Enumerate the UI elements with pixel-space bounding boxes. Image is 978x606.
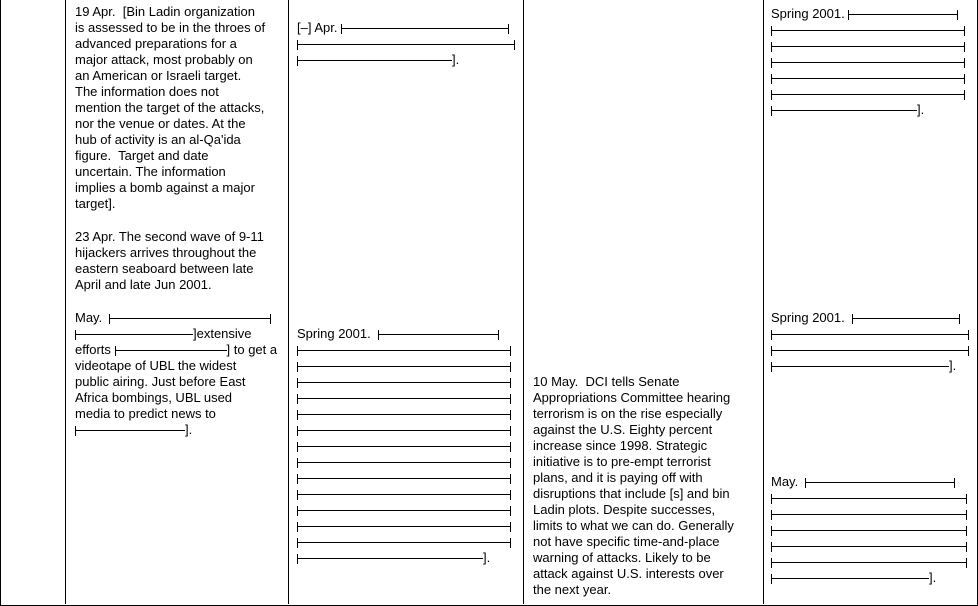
column-divider xyxy=(523,0,524,604)
redaction-bar xyxy=(771,330,969,340)
entry-text-fragment: ]. xyxy=(185,422,193,437)
entry-text-fragment: ] to get a xyxy=(226,342,278,357)
column-divider xyxy=(65,0,66,604)
redaction-bar xyxy=(297,554,483,564)
entry-text-line: 10 May. DCI tells Senate xyxy=(533,374,680,389)
entry-date: May. xyxy=(75,310,103,325)
entry-date: [–] Apr. xyxy=(297,20,338,35)
entry-text-fragment: ]. xyxy=(917,102,925,117)
entry-text-line: videotape of UBL the widest xyxy=(75,358,237,373)
entry-text-line: warning of attacks. Likely to be xyxy=(533,550,711,565)
entry-text-line: eastern seaboard between late xyxy=(75,261,254,276)
redaction-bar xyxy=(297,538,511,548)
redaction-bar xyxy=(297,394,511,404)
redaction-bar xyxy=(771,362,949,372)
entry-text-line: Africa bombings, UBL used xyxy=(75,390,233,405)
redaction-bar xyxy=(297,442,511,452)
entry-may-videotape xyxy=(75,310,285,438)
entry-text-line: Appropriations Committee hearing xyxy=(533,390,731,405)
redaction-bar xyxy=(771,106,917,116)
redaction-bar xyxy=(771,74,965,84)
entry-text-line: not have specific time-and-place xyxy=(533,534,720,549)
redaction-bar xyxy=(771,558,967,568)
column-divider xyxy=(288,0,289,604)
redaction-bar xyxy=(341,24,509,34)
redaction-bar xyxy=(297,426,511,436)
entry-text-line: plans, and it is paying off with xyxy=(533,470,703,485)
redaction-bar xyxy=(297,522,511,532)
redaction-bar xyxy=(297,378,511,388)
entry-text-line: initiative is to pre-empt terrorist xyxy=(533,454,711,469)
entry-text-line: 19 Apr. [Bin Ladin organization xyxy=(75,4,255,19)
redaction-bar xyxy=(297,362,511,372)
entry-text-fragment: ]. xyxy=(452,52,460,67)
redaction-bar xyxy=(771,542,967,552)
entry-text-line: hub of activity is an al-Qa'ida xyxy=(75,132,241,147)
entry-text-line: target]. xyxy=(75,196,116,211)
entry-text-line: an American or Israeli target. xyxy=(75,68,242,83)
redaction-bar xyxy=(771,26,965,36)
entry-text-line: advanced preparations for a xyxy=(75,36,237,51)
redaction-bar xyxy=(852,314,960,324)
entry-date: Spring 2001. xyxy=(297,326,371,341)
entry-text-line: is assessed to be in the throes of xyxy=(75,20,266,35)
entry-text-fragment: ]. xyxy=(483,550,491,565)
entry-may-col5 xyxy=(771,474,973,586)
redaction-bar xyxy=(805,478,955,488)
entry-19-apr xyxy=(75,4,285,212)
redaction-bar xyxy=(771,494,967,504)
entry-text-line: nor the venue or dates. At the xyxy=(75,116,246,131)
entry-text-line: uncertain. The information xyxy=(75,164,226,179)
entry-text-line: limits to what we can do. Generally xyxy=(533,518,734,533)
redaction-bar xyxy=(297,40,515,50)
entry-text-line: terrorism is on the rise especially xyxy=(533,406,723,421)
entry-text-fragment: efforts xyxy=(75,342,111,357)
redaction-bar xyxy=(297,346,511,356)
entry-23-apr xyxy=(75,229,285,293)
redaction-bar xyxy=(771,574,929,584)
entry-10-may xyxy=(533,374,759,598)
entry-text-line: media to predict news to xyxy=(75,406,216,421)
entry-text-line: against the U.S. Eighty percent xyxy=(533,422,713,437)
entry-text-line: mention the target of the attacks, xyxy=(75,100,265,115)
redaction-bar xyxy=(109,314,271,324)
entry-text-fragment: ]extensive xyxy=(193,326,252,341)
redaction-bar xyxy=(771,42,965,52)
redaction-bar xyxy=(771,346,969,356)
entry-date: Spring 2001. xyxy=(771,6,845,21)
redaction-bar xyxy=(75,330,193,340)
redaction-bar xyxy=(297,490,511,500)
redaction-bar xyxy=(297,474,511,484)
entry-apr-redacted xyxy=(297,20,519,68)
redaction-bar xyxy=(771,510,967,520)
entry-date: May. xyxy=(771,474,799,489)
entry-text-line: 23 Apr. The second wave of 9-11 xyxy=(75,229,264,244)
redaction-bar xyxy=(297,410,511,420)
entry-text-line: Ladin plots. Despite successes, xyxy=(533,502,716,517)
redaction-bar xyxy=(115,346,227,356)
redaction-bar xyxy=(771,90,965,100)
entry-text-line: The information does not xyxy=(75,84,219,99)
entry-spring-2001-b xyxy=(771,310,973,374)
entry-text-line: the next year. xyxy=(533,582,612,597)
redaction-bar xyxy=(378,330,499,340)
redaction-bar xyxy=(297,56,452,66)
entry-text-line: April and late Jun 2001. xyxy=(75,277,212,292)
entry-spring-2001-a xyxy=(771,6,973,118)
redaction-bar xyxy=(297,458,511,468)
entry-text-line: public airing. Just before East xyxy=(75,374,246,389)
entry-text-line: attack against U.S. interests over xyxy=(533,566,724,581)
redaction-bar xyxy=(75,426,185,436)
entry-date: Spring 2001. xyxy=(771,310,845,325)
column-divider xyxy=(763,0,764,604)
entry-text-fragment: ]. xyxy=(949,358,957,373)
entry-text-line: implies a bomb against a major xyxy=(75,180,255,195)
entry-text-line: major attack, most probably on xyxy=(75,52,253,67)
entry-text-line: figure. Target and date xyxy=(75,148,209,163)
entry-text-fragment: ]. xyxy=(929,570,937,585)
entry-text-line: increase since 1998. Strategic xyxy=(533,438,708,453)
redaction-bar xyxy=(771,526,967,536)
entry-text-line: hijackers arrives throughout the xyxy=(75,245,257,260)
redaction-bar xyxy=(771,58,965,68)
redaction-bar xyxy=(848,10,958,20)
entry-text-line: disruptions that include [s] and bin xyxy=(533,486,730,501)
entry-spring-2001-col3 xyxy=(297,326,519,566)
redaction-bar xyxy=(297,506,511,516)
